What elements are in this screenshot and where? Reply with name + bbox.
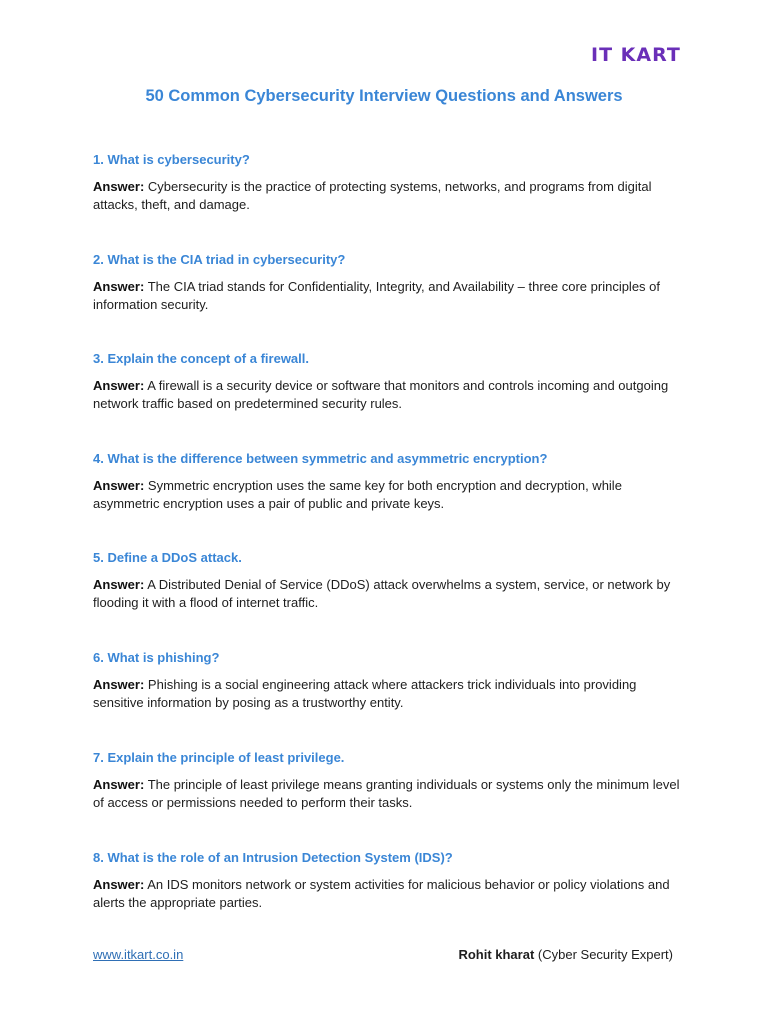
answer-text: Phishing is a social engineering attack where attackers trick individuals into providing sensitive information by posing as a trustworthy entity.: [93, 677, 637, 710]
answer-text: Cybersecurity is the practice of protecting systems, networks, and programs from digital attacks, theft, and damage.: [93, 179, 652, 212]
page-title: 50 Common Cybersecurity Interview Questions and Answers: [145, 87, 623, 105]
answer-label: Answer:: [93, 777, 145, 792]
answer-text: The CIA triad stands for Confidentiality, Integrity, and Availability – three core principles of information security.: [93, 279, 661, 312]
answer-6: [93, 676, 683, 712]
qa-item-7: [93, 749, 683, 812]
answer-label: Answer:: [93, 877, 145, 892]
answer-text: Symmetric encryption uses the same key for both encryption and decryption, while asymmetric encryption uses a pair of public and private keys.: [93, 478, 622, 511]
question-8: 8. What is the role of an Intrusion Detection System (IDS)?: [93, 850, 453, 865]
qa-item-4: [93, 450, 683, 513]
qa-item-5: [93, 549, 683, 612]
question-3: 3. Explain the concept of a firewall.: [93, 351, 309, 366]
answer-label: Answer:: [93, 677, 145, 692]
qa-item-6: [93, 649, 683, 712]
question-2: 2. What is the CIA triad in cybersecurity?: [93, 252, 346, 267]
answer-4: [93, 477, 683, 513]
footer-author: [458, 947, 673, 962]
qa-item-3: [93, 350, 683, 413]
qa-item-8: [93, 849, 683, 912]
answer-label: Answer:: [93, 378, 145, 393]
answer-text: A firewall is a security device or software that monitors and controls incoming and outgoing network traffic based on predetermined security rules.: [93, 378, 669, 411]
answer-8: [93, 876, 683, 912]
answer-label: Answer:: [93, 478, 145, 493]
answer-7: [93, 776, 683, 812]
question-4: 4. What is the difference between symmetric and asymmetric encryption?: [93, 451, 548, 466]
answer-3: [93, 377, 683, 413]
qa-item-2: [93, 251, 683, 314]
answer-5: [93, 576, 683, 612]
itkart-logo: [591, 44, 681, 66]
qa-item-1: [93, 151, 683, 214]
website-link[interactable]: www.itkart.co.in: [93, 947, 184, 962]
author-role: (Cyber Security Expert): [537, 947, 673, 962]
answer-text: The principle of least privilege means granting individuals or systems only the minimum level of access or permissions needed to perform their tasks.: [93, 777, 680, 810]
author-name: Rohit kharat: [458, 947, 535, 962]
answer-label: Answer:: [93, 179, 145, 194]
answer-label: Answer:: [93, 279, 145, 294]
question-1: 1. What is cybersecurity?: [93, 152, 250, 167]
answer-label: Answer:: [93, 577, 145, 592]
answer-text: An IDS monitors network or system activities for malicious behavior or policy violations and alerts the appropriate parties.: [93, 877, 670, 910]
question-6: 6. What is phishing?: [93, 650, 220, 665]
question-7: 7. Explain the principle of least privilege.: [93, 750, 345, 765]
logo-text: IT KART: [591, 44, 681, 66]
answer-1: [93, 178, 683, 214]
answer-2: [93, 278, 683, 314]
answer-text: A Distributed Denial of Service (DDoS) attack overwhelms a system, service, or network by flooding it with a flood of internet traffic.: [93, 577, 671, 610]
question-5: 5. Define a DDoS attack.: [93, 550, 242, 565]
